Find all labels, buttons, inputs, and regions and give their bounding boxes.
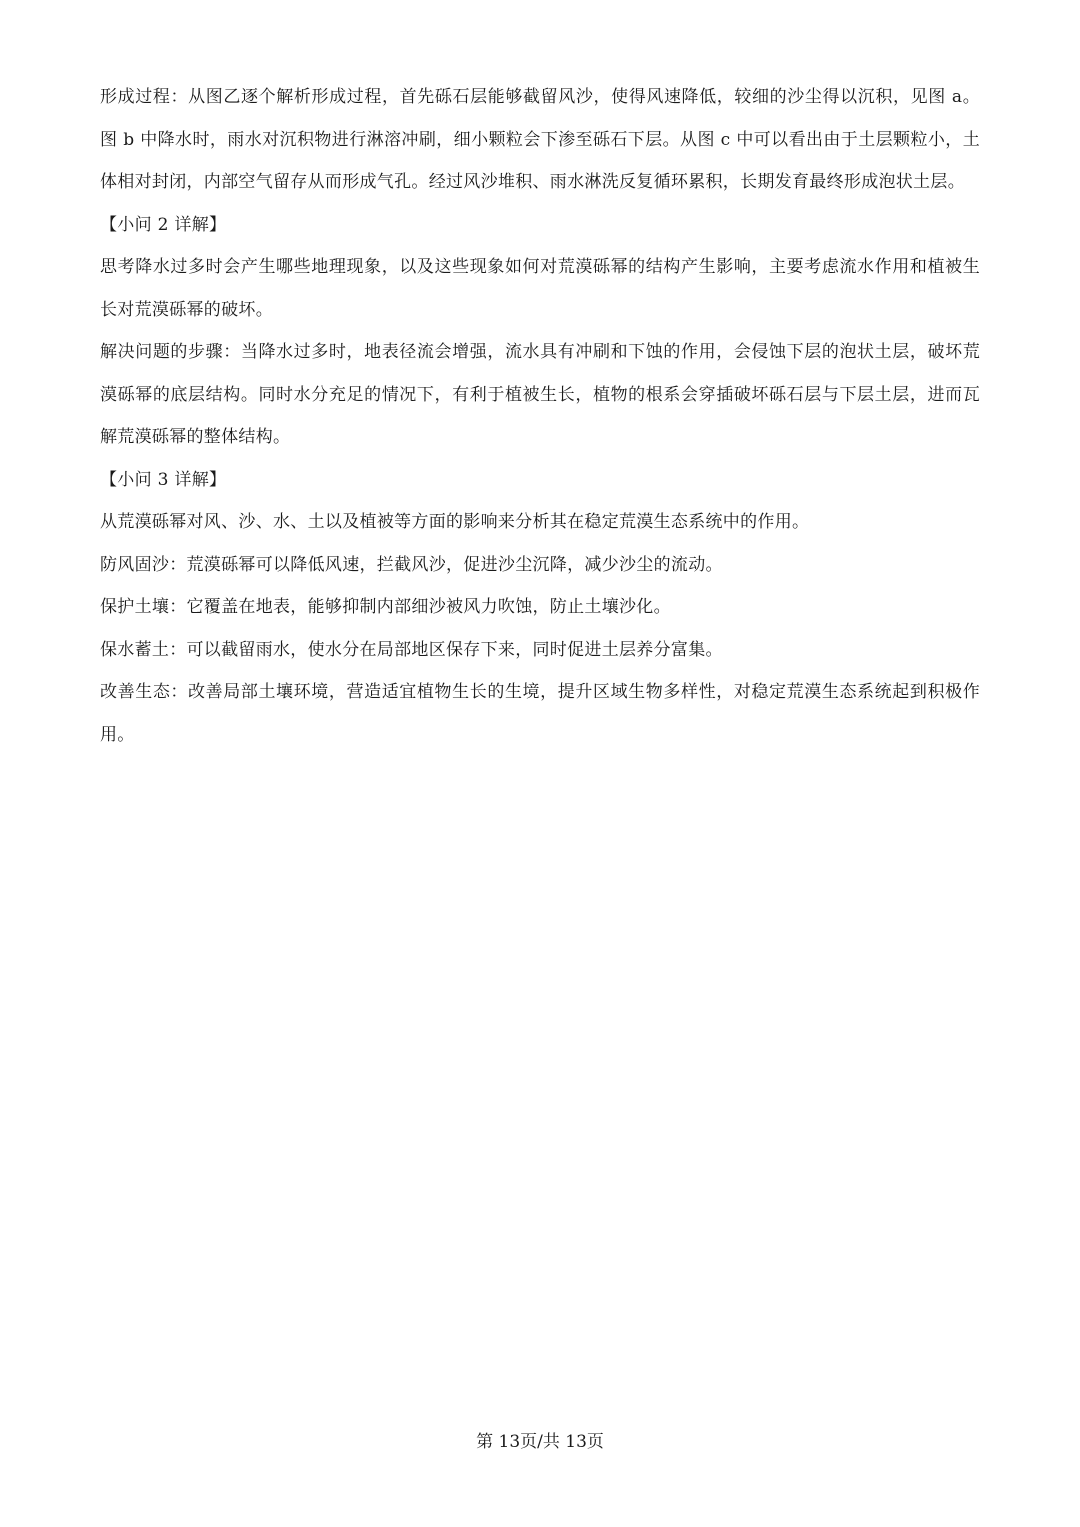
- water-retention-paragraph: 保水蓄土：可以截留雨水，使水分在局部地区保存下来，同时促进土层养分富集。: [100, 639, 723, 660]
- question-2-steps-paragraph: 解决问题的步骤：当降水过多时，地表径流会增强，流水具有冲刷和下蚀的作用，会侵蚀下层的泡状土层，破坏荒漠砾幂的底层结构。同时水分充足的情况下，有利于植被生长，植物的根系会穿插破坏砾石层与下层土层，进而瓦解荒漠砾幂的整体结构。: [100, 342, 980, 447]
- question-3-heading: 【小问 3 详解】: [100, 469, 227, 490]
- question-2-thinking-paragraph: 思考降水过多时会产生哪些地理现象，以及这些现象如何对荒漠砾幂的结构产生影响，主要考虑流水作用和植被生长对荒漠砾幂的破坏。: [100, 257, 980, 320]
- formation-process-paragraph: 形成过程：从图乙逐个解析形成过程，首先砾石层能够截留风沙，使得风速降低，较细的沙尘得以沉积，见图 a。图 b 中降水时，雨水对沉积物进行淋溶冲刷，细小颗粒会下渗至砾石下层。从图 c 中可以看出由于土层颗粒小，土体相对封闭，内部空气留存从而形成气孔。经过风沙堆积、雨水淋洗反复循环累积，长期发育最终形成泡状土层。: [100, 87, 980, 192]
- document-body: [100, 76, 980, 756]
- soil-protection-paragraph: 保护土壤：它覆盖在地表，能够抑制内部细沙被风力吹蚀，防止土壤沙化。: [100, 597, 671, 617]
- question-3-intro-paragraph: 从荒漠砾幂对风、沙、水、土以及植被等方面的影响来分析其在稳定荒漠生态系统中的作用。: [100, 512, 810, 532]
- windbreak-paragraph: 防风固沙：荒漠砾幂可以降低风速，拦截风沙，促进沙尘沉降，减少沙尘的流动。: [100, 554, 723, 575]
- question-2-heading: 【小问 2 详解】: [100, 214, 227, 235]
- ecology-improvement-paragraph: 改善生态：改善局部土壤环境，营造适宜植物生长的生境，提升区域生物多样性，对稳定荒漠生态系统起到积极作用。: [100, 682, 980, 745]
- page-number-footer: 第 13页/共 13页: [476, 1432, 604, 1452]
